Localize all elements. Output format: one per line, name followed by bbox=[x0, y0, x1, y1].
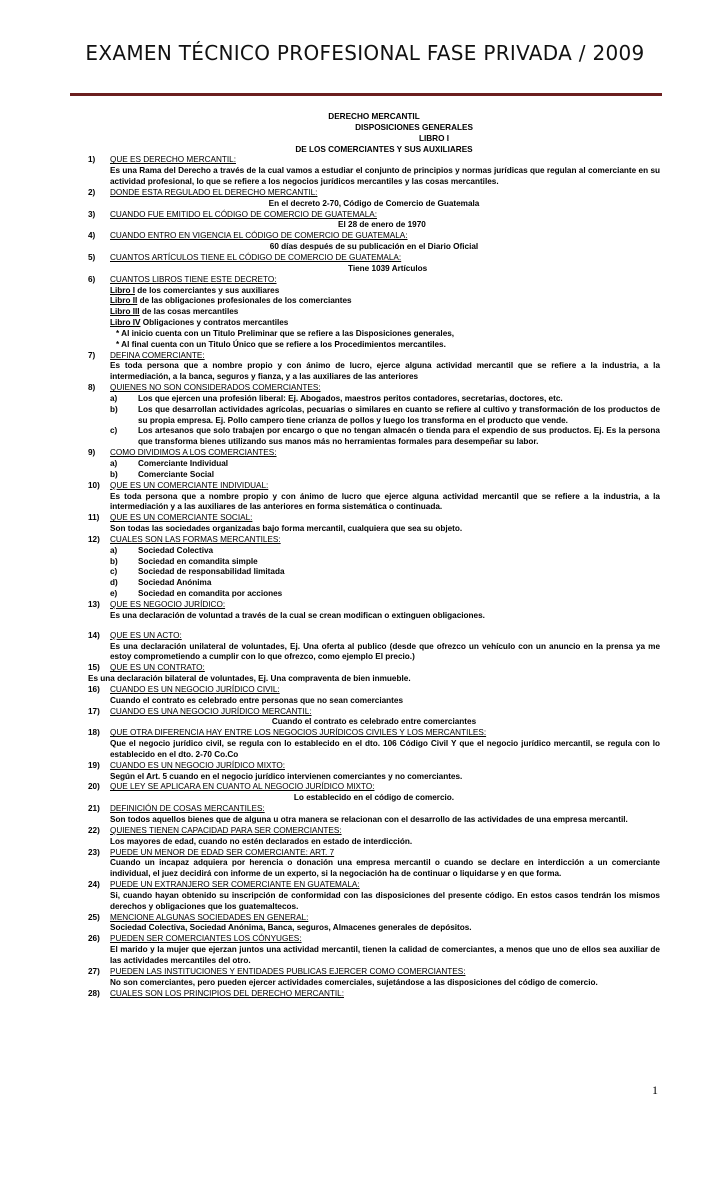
answer-4: 60 días después de su publicación en el Diario Oficial bbox=[269, 242, 479, 252]
answer-11: Son todas las sociedades organizadas bajo forma mercantil, cualquiera que sea su objeto. bbox=[110, 524, 463, 534]
note-1: * Al inicio cuenta con un Titulo Preliminar que se refiere a las Disposiciones generales, bbox=[116, 328, 455, 338]
answer-23: Cuando un incapaz adquiera por herencia o donación una empresa mercantil o cuando se declare en interdicción a un comerciante individual, el juez decidirá con informe de un experto, si la negociación ha de continuar o liquidarse y en que forma. bbox=[110, 858, 660, 879]
question-number: 22) bbox=[88, 825, 100, 835]
sub-text: Comerciante Social bbox=[138, 469, 214, 479]
question-1 bbox=[88, 155, 660, 166]
sub-text: Comerciante Individual bbox=[138, 459, 229, 468]
sub-item bbox=[88, 546, 660, 557]
question-text: QUE ES UN CONTRATO: bbox=[110, 663, 205, 673]
question-22 bbox=[88, 826, 660, 837]
sub-text: Sociedad Anónima bbox=[138, 578, 212, 588]
title-rule bbox=[70, 93, 662, 96]
question-number: 21) bbox=[88, 804, 100, 814]
question-12 bbox=[88, 535, 660, 546]
question-20 bbox=[88, 782, 660, 793]
question-text: CUANDO ES UNA NEGOCIO JURÍDICO MERCANTIL: bbox=[110, 706, 312, 716]
question-text: QUIENES NO SON CONSIDERADOS COMERCIANTES: bbox=[110, 383, 321, 393]
answer-10: Es toda persona que a nombre propio y con ánimo de lucro que ejerce alguna actividad mercantil que se refiere a la industria, a la intermediación y a las auxiliares de las anteriores en forma sistemática o continuada. bbox=[110, 491, 660, 512]
sub-letter: b) bbox=[110, 556, 118, 566]
document-body bbox=[88, 112, 660, 999]
book-item-3 bbox=[88, 307, 660, 318]
question-21 bbox=[88, 804, 660, 815]
question-text: PUEDEN SER COMERCIANTES LOS CÓNYUGES: bbox=[110, 934, 302, 944]
question-number: 15) bbox=[88, 663, 100, 673]
sub-letter: a) bbox=[110, 393, 118, 403]
question-27 bbox=[88, 967, 660, 978]
sub-item bbox=[88, 459, 660, 470]
question-2 bbox=[88, 188, 660, 199]
sub-letter: d) bbox=[110, 578, 118, 588]
answer-16: Cuando el contrato es celebrado entre personas que no sean comerciantes bbox=[110, 695, 404, 705]
question-text: CUALES SON LOS PRINCIPIOS DEL DERECHO MERCANTIL: bbox=[110, 988, 344, 998]
question-text: QUE ES NEGOCIO JURÍDICO: bbox=[110, 599, 226, 609]
question-number: 25) bbox=[88, 912, 100, 922]
question-26 bbox=[88, 934, 660, 945]
answer-13: Es una declaración de voluntad a través de la cual se crean modifican o extinguen obligaciones. bbox=[110, 610, 485, 620]
question-13 bbox=[88, 600, 660, 611]
answer-18: Que el negocio jurídico civil, se regula con lo establecido en el dto. 106 Código Civil Y que el negocio jurídico mercantil, se regula con lo establecido en el dto. 2-70 Co.Co bbox=[110, 739, 660, 759]
question-17 bbox=[88, 707, 660, 718]
question-5 bbox=[88, 253, 660, 264]
question-6 bbox=[88, 275, 660, 286]
question-text: CUANTOS LIBROS TIENE ESTE DECRETO: bbox=[110, 274, 277, 284]
section-heading: DERECHO MERCANTIL bbox=[328, 112, 420, 121]
question-number: 19) bbox=[88, 760, 100, 770]
question-text: QUE OTRA DIFERENCIA HAY ENTRE LOS NEGOCIOS JURÍDICOS CIVILES Y LOS MERCANTILES: bbox=[110, 728, 487, 738]
question-number: 6) bbox=[88, 274, 96, 284]
question-text: PUEDE UN EXTRANJERO SER COMERCIANTE EN GUATEMALA: bbox=[110, 880, 360, 890]
question-number: 1) bbox=[88, 155, 96, 165]
answer-3: El 28 de enero de 1970 bbox=[338, 220, 426, 230]
question-3 bbox=[88, 210, 660, 221]
question-text: PUEDEN LAS INSTITUCIONES Y ENTIDADES PUBLICAS EJERCER COMO COMERCIANTES: bbox=[110, 966, 466, 976]
question-number: 26) bbox=[88, 934, 100, 944]
sub-item bbox=[88, 394, 660, 405]
question-text: QUE LEY SE APLICARA EN CUANTO AL NEGOCIO JURÍDICO MIXTO: bbox=[110, 782, 375, 792]
question-text: QUE ES UN ACTO: bbox=[110, 630, 182, 640]
question-number: 27) bbox=[88, 966, 100, 976]
sub-item bbox=[88, 470, 660, 481]
answer-25: Sociedad Colectiva, Sociedad Anónima, Banca, seguros, Almacenes generales de depósitos. bbox=[110, 923, 472, 933]
question-text: CUANDO ES UN NEGOCIO JURÍDICO MIXTO: bbox=[110, 760, 285, 770]
question-11 bbox=[88, 513, 660, 524]
sub-item bbox=[88, 567, 660, 578]
sub-item bbox=[88, 589, 660, 600]
sub-letter: a) bbox=[110, 459, 118, 468]
question-text: QUIENES TIENEN CAPACIDAD PARA SER COMERCIANTES: bbox=[110, 825, 342, 835]
question-text: MENCIONE ALGUNAS SOCIEDADES EN GENERAL: bbox=[110, 912, 309, 922]
sub-letter: a) bbox=[110, 545, 118, 555]
answer-19: Según el Art. 5 cuando en el negocio jurídico intervienen comerciantes y no comerciantes. bbox=[110, 771, 463, 781]
book-label: Libro II bbox=[110, 296, 138, 306]
book-label: Libro III bbox=[110, 307, 140, 317]
book-subheading: DE LOS COMERCIANTES Y SUS AUXILIARES bbox=[295, 144, 473, 154]
question-text: COMO DIVIDIMOS A LOS COMERCIANTES: bbox=[110, 448, 277, 458]
question-text: CUANDO ES UN NEGOCIO JURÍDICO CIVIL: bbox=[110, 684, 280, 694]
answer-7: Es toda persona que a nombre propio y con ánimo de lucro, ejerce alguna actividad mercantil que se refiere a la industria, a la intermediación, a la banca, seguros y fianza, y a las auxiliares de las anteriores bbox=[110, 361, 660, 382]
question-number: 14) bbox=[88, 630, 100, 640]
question-28 bbox=[88, 989, 660, 1000]
question-number: 11) bbox=[88, 513, 100, 523]
question-number: 24) bbox=[88, 880, 100, 890]
question-16 bbox=[88, 685, 660, 696]
sub-letter: b) bbox=[110, 469, 118, 479]
question-number: 13) bbox=[88, 599, 100, 609]
book-description: de las cosas mercantiles bbox=[139, 307, 239, 317]
question-number: 16) bbox=[88, 684, 100, 694]
question-text: CUANDO ENTRO EN VIGENCIA EL CÓDIGO DE COMERCIO DE GUATEMALA: bbox=[110, 231, 408, 241]
question-text: QUE ES DERECHO MERCANTIL: bbox=[110, 155, 237, 165]
sub-text: Los que desarrollan actividades agrícolas, pecuarias o similares en cuanto se refiere al cultivo y transformación de los productos de su propia empresa. Ej. Pollo campero tiene crianza de pollos y luego los transforma en el producto que vende. bbox=[138, 404, 660, 425]
sub-text: Sociedad de responsabilidad limitada bbox=[138, 567, 285, 577]
sub-item bbox=[88, 557, 660, 568]
sub-text: Sociedad Colectiva bbox=[138, 545, 214, 555]
sub-letter: b) bbox=[110, 404, 118, 414]
answer-17: Cuando el contrato es celebrado entre comerciantes bbox=[271, 717, 477, 727]
sub-item bbox=[88, 426, 660, 448]
document-title: EXAMEN TÉCNICO PROFESIONAL FASE PRIVADA / 2009 bbox=[85, 41, 645, 65]
question-number: 7) bbox=[88, 350, 96, 360]
sub-letter: c) bbox=[110, 567, 118, 577]
answer-22: Los mayores de edad, cuando no estén declarados en estado de interdicción. bbox=[110, 836, 413, 846]
answer-24: Si, cuando hayan obtenido su inscripción de conformidad con las disposiciones del presente código. En estos casos tendrán los mismos derechos y obligaciones que los guatemaltecos. bbox=[110, 890, 660, 911]
question-number: 8) bbox=[88, 383, 96, 393]
book-item-2 bbox=[88, 296, 660, 307]
question-text: QUE ES UN COMERCIANTE SOCIAL: bbox=[110, 513, 253, 523]
book-heading: LIBRO I bbox=[418, 133, 450, 143]
question-text: DONDE ESTA REGULADO EL DERECHO MERCANTIL: bbox=[110, 187, 318, 197]
question-text: CUANTOS ARTÍCULOS TIENE EL CÓDIGO DE COMERCIO DE GUATEMALA: bbox=[110, 252, 402, 262]
answer-5: Tiene 1039 Artículos bbox=[348, 263, 428, 273]
question-23 bbox=[88, 848, 660, 859]
question-24 bbox=[88, 880, 660, 891]
question-text: DEFINA COMERCIANTE: bbox=[110, 350, 205, 360]
question-text: QUE ES UN COMERCIANTE INDIVIDUAL: bbox=[110, 480, 269, 490]
answer-15: Es una declaración bilateral de voluntades, Ej. Una compraventa de bien inmueble. bbox=[88, 674, 411, 684]
question-number: 20) bbox=[88, 782, 100, 792]
question-25 bbox=[88, 913, 660, 924]
sub-letter: c) bbox=[110, 426, 118, 436]
section-subheading: DISPOSICIONES GENERALES bbox=[355, 122, 473, 132]
question-number: 12) bbox=[88, 534, 100, 544]
page-number: 1 bbox=[652, 1083, 658, 1097]
question-number: 28) bbox=[88, 988, 100, 998]
question-number: 10) bbox=[88, 480, 100, 490]
answer-14: Es una declaración unilateral de voluntades, Ej. Una oferta al publico (desde que ofrezco un vehículo con un anuncio en la prensa ya me estoy comprometiendo a cumplir con lo que ofrezco, como ejemplo El precio.) bbox=[110, 641, 660, 662]
question-number: 9) bbox=[88, 448, 96, 458]
question-15 bbox=[88, 663, 660, 674]
sub-text: Los artesanos que solo trabajen por encargo o que no tengan almacén o tienda para el expendio de sus productos. Ej. Es la persona que transforma bienes utilizando sus manos más no herramientas formales para desempeñar su labor. bbox=[138, 426, 660, 447]
question-18 bbox=[88, 728, 660, 739]
book-item-4 bbox=[88, 318, 660, 329]
question-number: 2) bbox=[88, 187, 96, 197]
sub-text: Sociedad en comandita por acciones bbox=[138, 589, 283, 599]
question-number: 23) bbox=[88, 847, 100, 857]
note-2: * Al final cuenta con un Titulo Único que se refiere a los Procedimientos mercantiles. bbox=[116, 339, 446, 349]
answer-20: Lo establecido en el código de comercio. bbox=[293, 793, 455, 803]
book-description: de las obligaciones profesionales de los comerciantes bbox=[137, 296, 352, 306]
sub-text: Los que ejercen una profesión liberal: Ej. Abogados, maestros peritos contadores, secretarias, doctores, etc. bbox=[138, 393, 563, 403]
question-text: DEFINICIÓN DE COSAS MERCANTILES: bbox=[110, 804, 265, 814]
answer-27: No son comerciantes, pero pueden ejercer actividades comerciales, sujetándose a las disposiciones del código de comercio. bbox=[110, 977, 598, 987]
sub-item bbox=[88, 405, 660, 427]
question-text: CUANDO FUE EMITIDO EL CÓDIGO DE COMERCIO DE GUATEMALA: bbox=[110, 209, 378, 219]
book-item-1 bbox=[88, 286, 660, 297]
answer-1: Es una Rama del Derecho a través de la cual vamos a estudiar el conjunto de principios y normas jurídicas que regulan al comerciante en su actividad profesional, lo que se refiere a los negocios jurídicos mercantiles y las cosas mercantiles. bbox=[110, 166, 660, 187]
answer-2: En el decreto 2-70, Código de Comercio de Guatemala bbox=[268, 198, 480, 208]
question-9 bbox=[88, 448, 660, 459]
question-number: 4) bbox=[88, 231, 96, 241]
question-19 bbox=[88, 761, 660, 772]
question-number: 5) bbox=[88, 252, 96, 262]
answer-26: El marido y la mujer que ejerzan juntos una actividad mercantil, tienen la calidad de comerciantes, a menos que uno de ellos sea auxiliar de las actividades mercantiles del otro. bbox=[110, 945, 660, 965]
question-4 bbox=[88, 231, 660, 242]
answer-21: Son todos aquellos bienes que de alguna u otra manera se relacionan con el desarrollo de las actividades de una empresa mercantil. bbox=[110, 815, 628, 824]
book-label: Libro I bbox=[110, 285, 136, 295]
question-text: CUALES SON LAS FORMAS MERCANTILES: bbox=[110, 534, 281, 544]
sub-item bbox=[88, 578, 660, 589]
question-text: PUEDE UN MENOR DE EDAD SER COMERCIANTE: ART. 7 bbox=[110, 847, 335, 857]
question-10 bbox=[88, 481, 660, 492]
question-14 bbox=[88, 631, 660, 642]
spacer bbox=[88, 622, 660, 631]
book-label: Libro IV bbox=[110, 318, 141, 328]
book-description: de los comerciantes y sus auxiliares bbox=[135, 285, 280, 295]
book-description: Obligaciones y contratos mercantiles bbox=[140, 318, 289, 328]
question-7 bbox=[88, 351, 660, 362]
question-number: 3) bbox=[88, 209, 96, 219]
question-number: 17) bbox=[88, 706, 100, 716]
question-8 bbox=[88, 383, 660, 394]
question-number: 18) bbox=[88, 728, 100, 738]
sub-letter: e) bbox=[110, 589, 118, 599]
sub-text: Sociedad en comandita simple bbox=[138, 556, 258, 566]
